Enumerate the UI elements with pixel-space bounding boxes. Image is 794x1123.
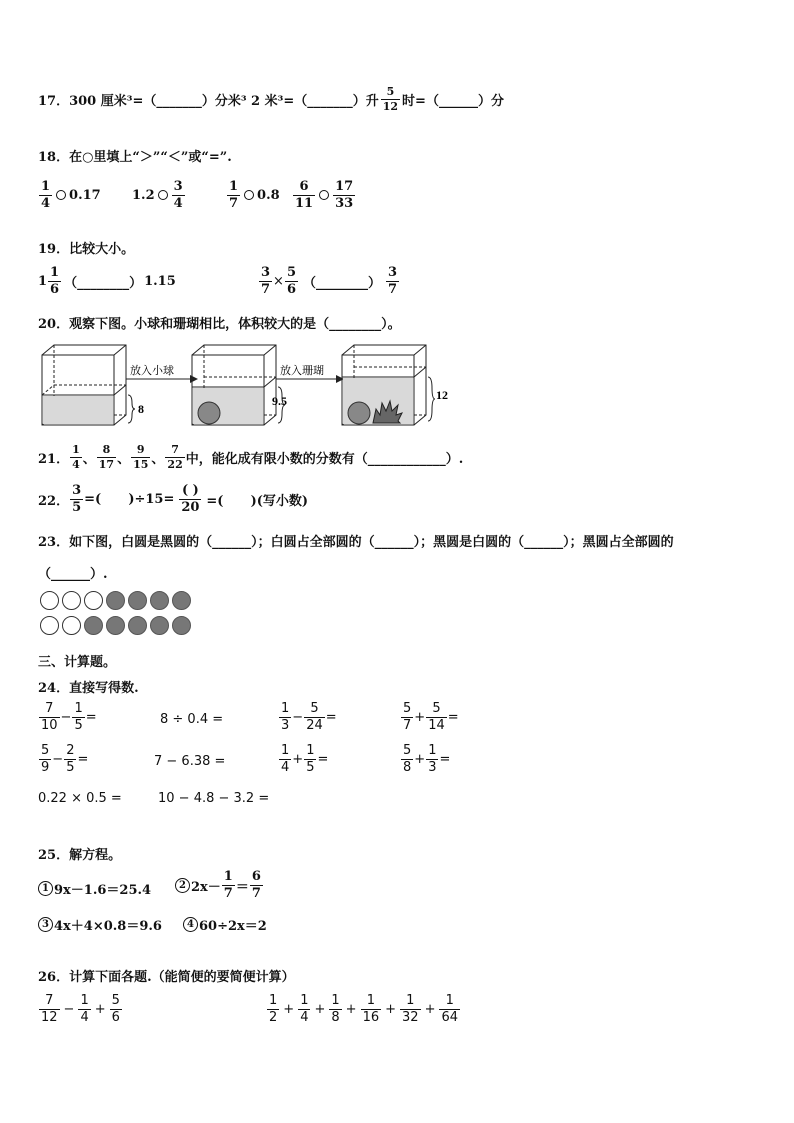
q18-item-2: 1.2 $\frac{3}{4}$ bbox=[132, 179, 183, 211]
black-circle bbox=[128, 591, 147, 610]
operator: + bbox=[94, 1001, 106, 1017]
q24-r2-d: $\frac{5}{8}$ + $\frac{1}{3}$ = bbox=[403, 743, 451, 775]
fraction: $\frac{1}{8}$ bbox=[331, 993, 340, 1025]
brace-1 bbox=[128, 395, 135, 423]
question-20-title: 20．观察下图。小球和珊瑚相比，体积较大的是（________）。 bbox=[38, 317, 401, 332]
q25-eq-2: 2 2x－ $\frac{1}{7}$ ＝ $\frac{6}{7}$ bbox=[175, 870, 264, 900]
q24-r2-b: 7 − 6.38 = bbox=[154, 754, 226, 769]
q24-r1-d: $\frac{5}{7}$ + $\frac{5}{14}$ = bbox=[403, 701, 459, 733]
q25-eq-3: 3 4x＋4×0.8＝9.6 bbox=[38, 915, 162, 934]
operator: + bbox=[283, 1001, 295, 1017]
q26-left-expression bbox=[38, 994, 123, 1024]
circles-row-1 bbox=[40, 591, 194, 610]
question-18-title: 18．在○里填上“＞”“＜”或“=”. bbox=[38, 150, 232, 165]
q18-item-1: $\frac{1}{4}$ 0.17 bbox=[41, 179, 101, 211]
black-circle bbox=[128, 616, 147, 635]
fraction: $\frac{1}{4}$ bbox=[80, 993, 89, 1025]
fraction: $\frac{1}{64}$ bbox=[441, 993, 459, 1025]
question-23-line2: （______）. bbox=[38, 567, 108, 582]
black-circle bbox=[84, 616, 103, 635]
white-circle bbox=[62, 591, 81, 610]
q24-r1-a: $\frac{7}{10}$ − $\frac{1}{5}$ = bbox=[41, 701, 97, 733]
white-circle bbox=[84, 591, 103, 610]
ball-icon bbox=[348, 402, 370, 424]
white-circle bbox=[40, 616, 59, 635]
height-label-1: 8 bbox=[138, 402, 144, 416]
operator: + bbox=[424, 1001, 436, 1017]
q25-eq-4: 4 60÷2x＝2 bbox=[183, 915, 267, 934]
black-circle bbox=[106, 591, 125, 610]
circles-row-2 bbox=[40, 616, 194, 635]
q17-part2: 时=（______）分 bbox=[402, 93, 504, 109]
operator: − bbox=[63, 1001, 75, 1017]
operator: + bbox=[314, 1001, 326, 1017]
compare-circle[interactable] bbox=[319, 190, 329, 200]
question-22: 22． $\frac{3}{5}$ =( )÷15= $\frac{( )}{20}$ =( )(写小数) bbox=[38, 483, 309, 515]
q26-right-expression bbox=[266, 994, 461, 1024]
white-circle bbox=[40, 591, 59, 610]
compare-circle[interactable] bbox=[158, 190, 168, 200]
water-1 bbox=[43, 396, 113, 424]
q24-r3-a: 0.22 × 0.5 = bbox=[38, 791, 122, 806]
arrow-1-label: 放入小球 bbox=[130, 364, 174, 377]
black-circle bbox=[172, 591, 191, 610]
fraction: $\frac{1}{16}$ bbox=[362, 993, 380, 1025]
black-circle bbox=[106, 616, 125, 635]
fraction: $\frac{1}{4}$ bbox=[300, 993, 309, 1025]
q25-eq-1: 1 9x－1.6＝25.4 bbox=[38, 879, 151, 898]
fraction: $\frac{1}{2}$ bbox=[269, 993, 278, 1025]
q18-item-4: $\frac{6}{11}$ $\frac{17}{33}$ bbox=[295, 179, 354, 211]
q24-r2-a: $\frac{5}{9}$ − $\frac{2}{5}$ = bbox=[41, 743, 89, 775]
q17-number: 17． bbox=[38, 93, 70, 109]
fraction: $\frac{5}{6}$ bbox=[111, 993, 120, 1025]
operator: + bbox=[345, 1001, 357, 1017]
question-23-line1: 23．如下图，白圆是黑圆的（______）；白圆占全部圆的（______）；黑圆是白圆的（______）；黑圆占全部圆的 bbox=[38, 535, 674, 550]
fraction: $\frac{7}{12}$ bbox=[41, 993, 58, 1025]
question-21: 21． $\frac{1}{4}$ 、 $\frac{8}{17}$ 、 $\frac{9}{15}$ 、 $\frac{7}{22}$ 中，能化成有限小数的分数有（____________）. bbox=[38, 443, 464, 471]
white-circle bbox=[62, 616, 81, 635]
q18-item-3: $\frac{1}{7}$ 0.8 bbox=[229, 179, 280, 211]
ball-icon bbox=[198, 402, 220, 424]
q20-container-diagram bbox=[40, 343, 460, 431]
question-25-title: 25．解方程。 bbox=[38, 848, 122, 863]
height-label-2: 9.5 bbox=[272, 394, 287, 408]
question-24-title: 24．直接写得数. bbox=[38, 681, 139, 696]
black-circle bbox=[150, 591, 169, 610]
q24-r3-b: 10 − 4.8 − 3.2 = bbox=[158, 791, 270, 806]
compare-circle[interactable] bbox=[244, 190, 254, 200]
fraction: $\frac{1}{32}$ bbox=[402, 993, 419, 1025]
q17-part1: 300 厘米³=（_______）分米³ 2 米³=（_______）升 bbox=[69, 93, 379, 109]
section-title: 三、计算题。 bbox=[38, 655, 117, 670]
question-19-title: 19．比较大小。 bbox=[38, 242, 135, 257]
operator: + bbox=[385, 1001, 397, 1017]
black-circle bbox=[150, 616, 169, 635]
question-17 bbox=[38, 86, 504, 112]
q24-r2-c: $\frac{1}{4}$ + $\frac{1}{5}$ = bbox=[281, 743, 329, 775]
q19-left: 1 $\frac{1}{6}$ （________） 1.15 bbox=[38, 265, 176, 297]
height-label-3: 12 bbox=[436, 388, 448, 402]
q19-right: $\frac{3}{7}$ × $\frac{5}{6}$ （________） $\frac{3}{7}$ bbox=[261, 265, 398, 297]
q17-fraction: $\frac{5}{12}$ bbox=[382, 85, 399, 113]
q24-r1-c: $\frac{1}{3}$ − $\frac{5}{24}$ = bbox=[281, 701, 337, 733]
compare-circle[interactable] bbox=[56, 190, 66, 200]
q24-r1-b: 8 ÷ 0.4 = bbox=[160, 712, 224, 727]
question-26-title: 26．计算下面各题.（能简便的要简便计算） bbox=[38, 970, 295, 985]
arrow-2-label: 放入珊瑚 bbox=[280, 364, 324, 377]
brace-3 bbox=[428, 377, 435, 421]
black-circle bbox=[172, 616, 191, 635]
